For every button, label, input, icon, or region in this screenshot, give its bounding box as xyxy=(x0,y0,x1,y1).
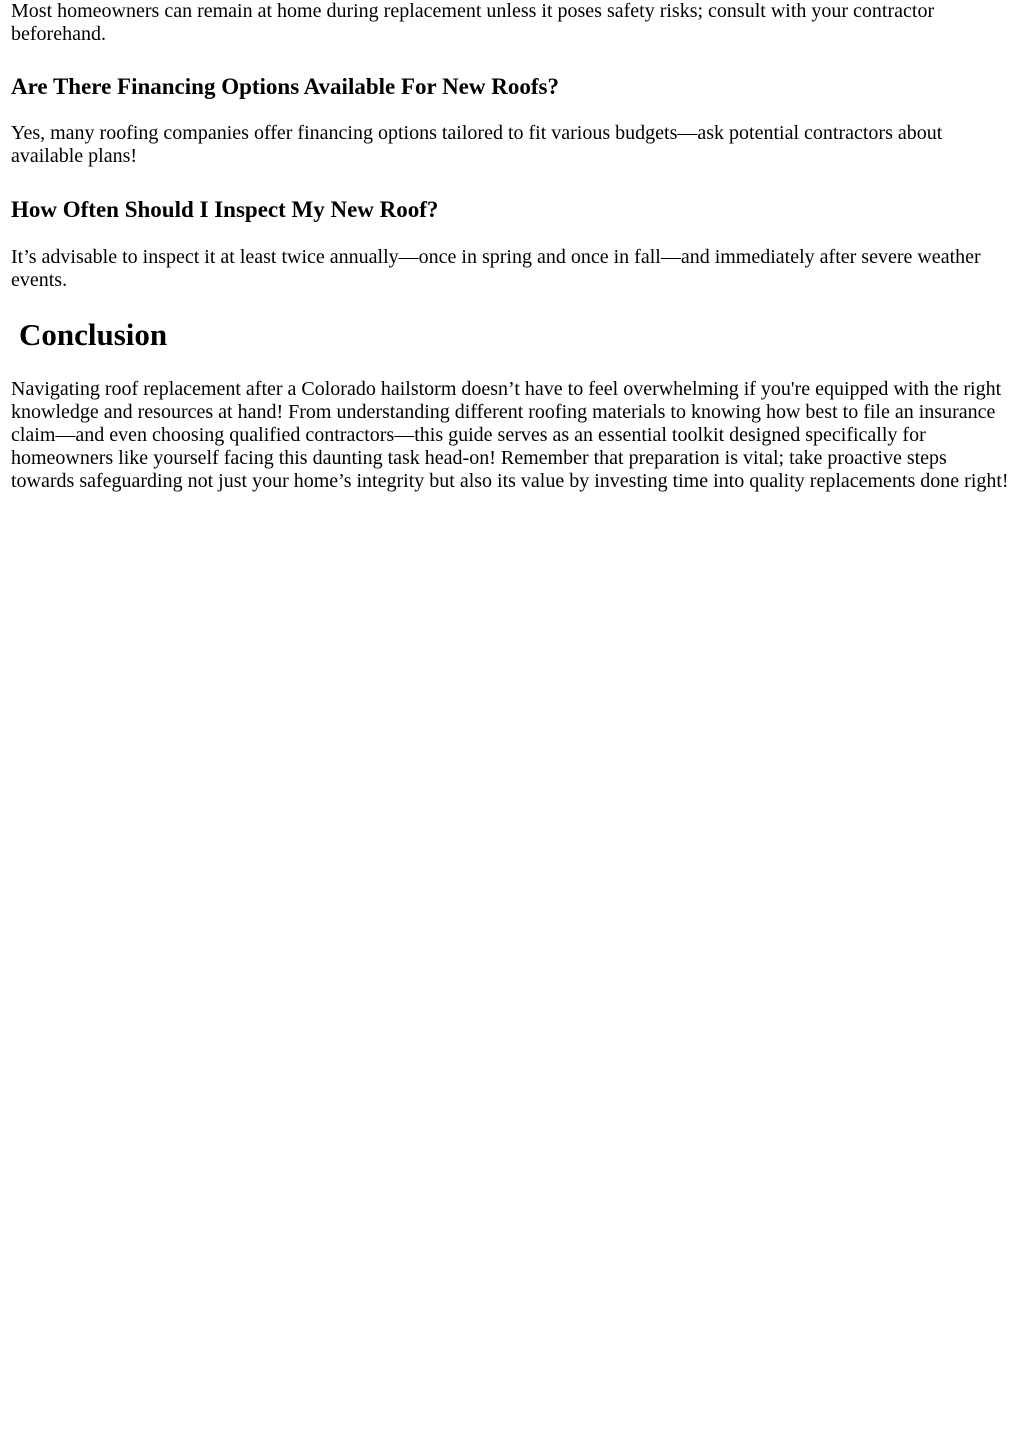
conclusion-heading: Conclusion xyxy=(19,317,168,352)
conclusion-paragraph: Navigating roof replacement after a Colorado hailstorm doesn’t have to feel overwhelming if you're equipped with the right knowledge and resources at hand! From understanding different roofing materials to knowing how best to file an insurance claim—and even choosing qualified contractors—this guide serves as an essential toolkit designed specifically for homeowners like yourself facing this daunting task head-on! Remember that preparation is vital; take proactive steps towards safeguarding not just your home’s integrity but also its value by investing time into quality replacements done right! xyxy=(11,378,1009,492)
faq-answer-inspection: It’s advisable to inspect it at least twice annually—once in spring and once in fall—and immediately after severe weather events. xyxy=(11,246,981,291)
intro-paragraph: Most homeowners can remain at home during replacement unless it poses safety risks; consult with your contractor beforehand. xyxy=(11,0,935,45)
article-body xyxy=(0,0,1024,493)
faq-question-inspection: How Often Should I Inspect My New Roof? xyxy=(11,197,439,222)
faq-answer-financing: Yes, many roofing companies offer financing options tailored to fit various budgets—ask potential contractors about available plans! xyxy=(11,122,943,167)
faq-question-financing: Are There Financing Options Available For New Roofs? xyxy=(11,74,559,99)
